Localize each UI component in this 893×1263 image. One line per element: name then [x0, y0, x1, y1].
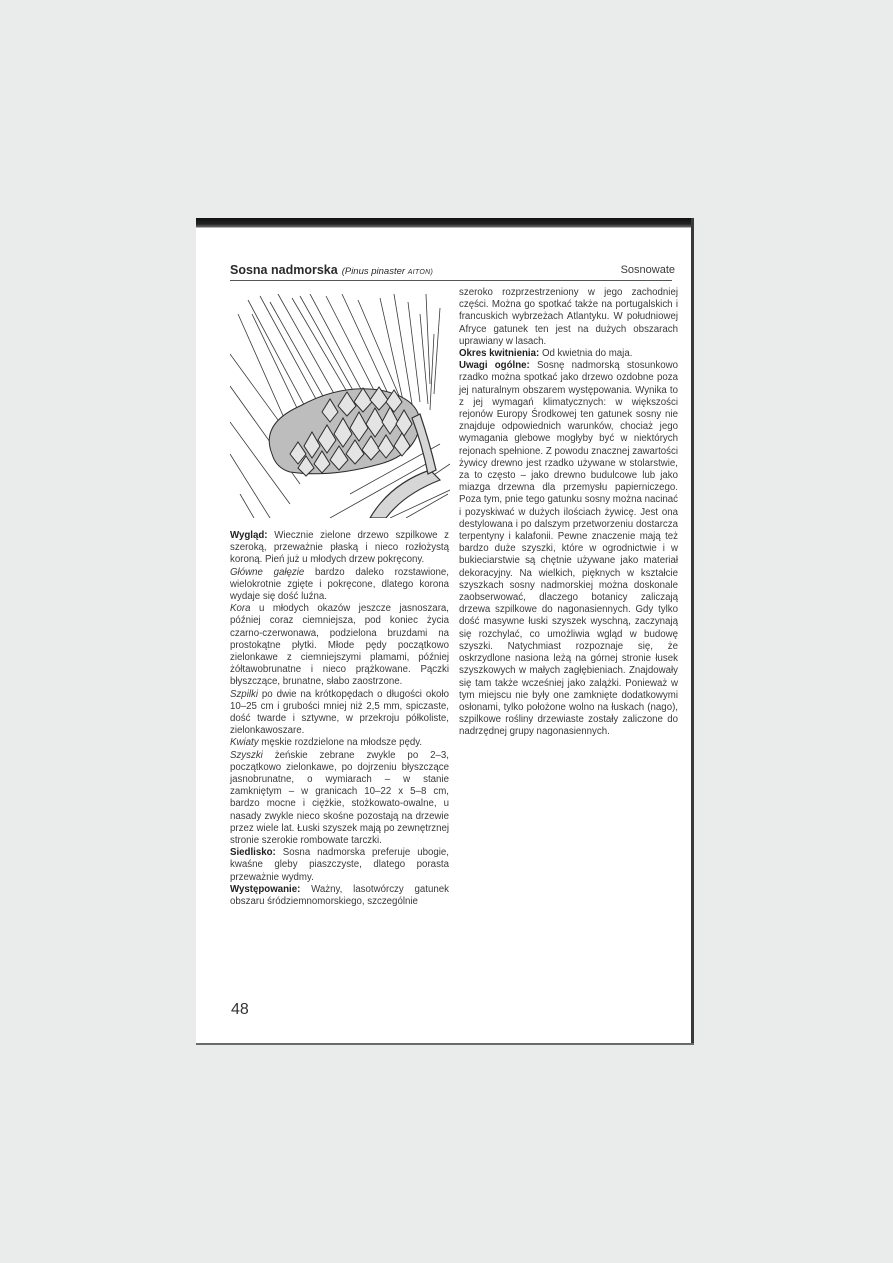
section-wystepowanie-cont: szeroko rozprzestrzeniony w jego zachodniej części. Można go spotkać także na portugalskich i francuskich wybrzeżach Atlantyku. W południowej Afryce gatunek ten jest na dużych obszarach uprawiany w lasach.: [459, 287, 678, 347]
species-title: [230, 263, 433, 277]
left-text-column: [230, 530, 449, 908]
section-galezie: Główne gałęzie bardzo daleko rozstawione, wielokrotnie zgięte i pokręcone, dlatego korona wydaje się dość luźna.: [230, 566, 449, 603]
header-rule: [230, 280, 672, 281]
latin-name: (Pinus pinaster AITON): [341, 266, 434, 277]
scanned-page: [196, 218, 694, 1045]
scan-top-shadow: [196, 218, 694, 228]
family-name: Sosnowate: [620, 264, 675, 276]
scan-bottom-edge: [196, 1043, 694, 1045]
section-szyszki: Szyszki żeńskie zebrane zwykle po 2–3, początkowo zielonkawe, po dojrzeniu błyszczące jasnobrunatne, o wymiarach – w stanie zamkniętym – w granicach 10–22 x 5–8 cm, bardzo mocne i ciężkie, stożkowato-owalne, u nasady zwykle nieco skośne pozostają na drzewie przez wiele lat. Łuski szyszek mają po zewnętrznej stronie szerokie rombowate tarczki.: [230, 749, 449, 847]
scan-right-shadow: [691, 218, 694, 1045]
page-header: [230, 261, 675, 281]
section-szpilki: Szpilki po dwie na krótkopędach o długości około 10–25 cm i grubości mniej niż 2,5 mm, spiczaste, dość twarde i sztywne, w przekroju półkoliste, zielonkawoszare.: [230, 688, 449, 737]
latin-author: AITON): [407, 269, 434, 276]
section-okres-kwitnienia: Okres kwitnienia: Od kwietnia do maja.: [459, 348, 633, 360]
section-wystepowanie: Występowanie: Ważny, lasotwórczy gatunek obszaru śródziemnomorskiego, szczególnie: [230, 883, 449, 908]
section-kwiaty: Kwiaty męskie rozdzielone na młodsze pędy.: [230, 737, 423, 749]
section-wyglad: Wygląd: Wiecznie zielone drzewo szpilkowe z szeroką, przeważnie płaską i nieco rozłożystą koroną. Pień już u młodych drzew pokręcony.: [230, 530, 449, 566]
cone-cluster: [269, 387, 420, 476]
section-siedlisko: Siedlisko: Sosna nadmorska preferuje ubogie, kwaśne gleby piaszczyste, dlatego porasta przeważnie wydmy.: [230, 847, 450, 883]
section-uwagi-ogolne: Uwagi ogólne: Sosnę nadmorską stosunkowo rzadko można spotkać jako drzewo ozdobne poza jej naturalnym obszarem występowania. Wynika to z jej wymagań klimatycznych: w większości rejonów Europy Środkowej ten gatunek sosny nie znajduje odpowiednich warunków, chociaż jego wymagania glebowe mogłyby być w niektórych rejonach spełnione. Z powodu znacznej zawartości żywicy drewno jest rzadko używane w stolarstwie, za to często – jako drewno budulcowe lub jako miazga drzewna dla przemysłu papierniczego. Poza tym, pnie tego gatunku sosny można nacinać i pozyskiwać w dużych ilościach żywicę. Jest ona destylowana i po dalszym przetworzeniu dostarcza terpentyny i kalafonii. Pewne znaczenie mają też bardzo duże szyszki, które w ogrodnictwie i w bukieciarstwie są chętnie używane jako materiał dekoracyjny. Na wielkich, pięknych w kształcie szyszkach sosny nadmorskiej można doskonale zaobserwować, dlaczego botanicy zaliczają drzewa szpilkowe do nagonasiennych. Gdy tylko dość masywne łuski szyszek wyschną, zaczynają się rozchylać, co umożliwia wgląd w budowę szyszki. Natychmiast rozpoznaje się, że oskrzydlone nasiona leżą na górnej stronie łusek szyszkowych w małych zagłębieniach. Znajdowały się tam także wcześniej jako zalążki. Ponieważ w tym miejscu nie były one zamknięte dodatkowymi osłonami, tylko położone wolno na łuskach (nago), szpilkowe rośliny drzewiaste zostały zaliczone do nadrzędnej grupy nagonasiennych.: [459, 360, 678, 738]
right-text-column: [459, 287, 678, 739]
species-name: Sosna nadmorska: [230, 263, 338, 277]
pine-cone-branch-illustration: [230, 294, 450, 518]
section-kora: Kora u młodych okazów jeszcze jasnoszara, później coraz ciemniejsza, pod koniec życia czarno-czerwonawa, podzielona bruzdami na prostokątne płytki. Młode pędy początkowo zielonkawe z ciemniejszymi plamami, później żółtawobrunatne i nieco prążkowane. Pączki błyszczące, brunatne, słabo zaostrzone.: [230, 603, 449, 688]
page-number: 48: [231, 1001, 249, 1018]
